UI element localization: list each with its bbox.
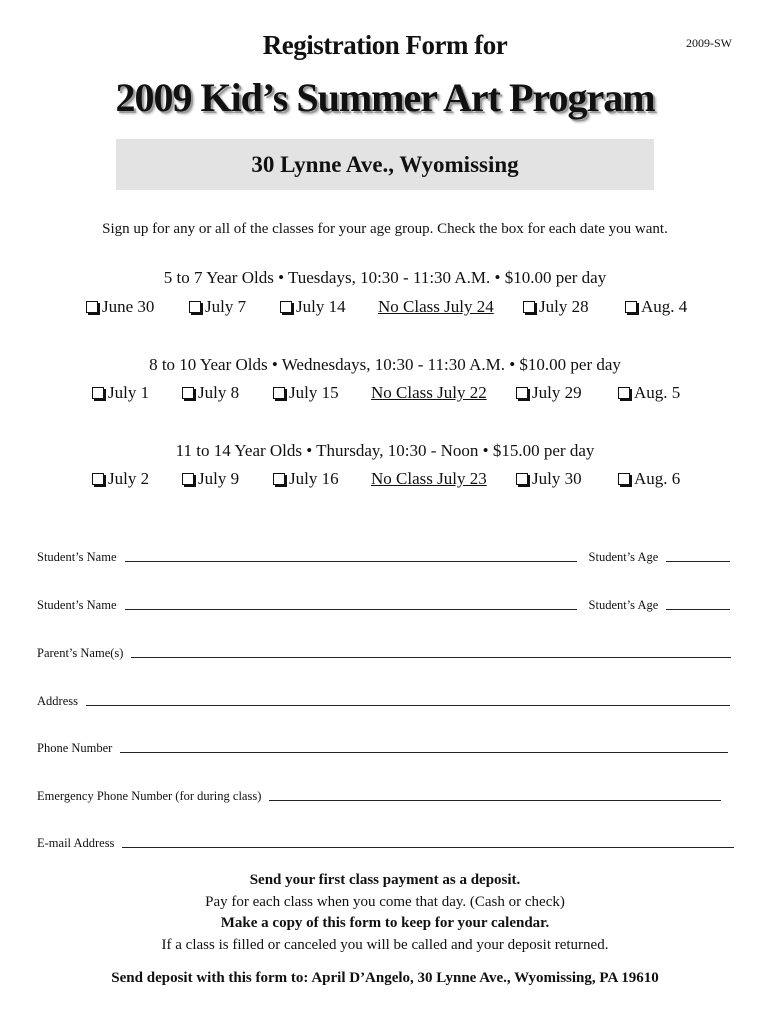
location-text: 30 Lynne Ave., Wyomissing: [251, 151, 519, 177]
date-label: July 16: [289, 469, 339, 488]
student-name-input[interactable]: [125, 609, 577, 610]
group-heading-5-7: 5 to 7 Year Olds • Tuesdays, 10:30 - 11:30 A.M. • $10.00 per day: [163, 268, 607, 287]
form-code: 2009-SW: [686, 36, 732, 50]
emergency-phone-input[interactable]: [269, 800, 721, 801]
no-class-note: No Class July 24: [378, 297, 494, 316]
checkbox-icon[interactable]: [618, 473, 630, 485]
student-age-label: Student’s Age: [588, 598, 659, 612]
date-checkbox[interactable]: [273, 383, 339, 403]
address-input[interactable]: [86, 705, 730, 706]
group-heading-11-14: 11 to 14 Year Olds • Thursday, 10:30 - Noon • $15.00 per day: [175, 441, 595, 460]
checkbox-icon[interactable]: [92, 387, 104, 399]
date-label: July 8: [198, 383, 240, 402]
date-checkbox[interactable]: [182, 469, 239, 489]
checkbox-icon[interactable]: [86, 301, 98, 313]
form-title: Registration Form for: [262, 30, 508, 60]
copy-note: Make a copy of this form to keep for your calendar.: [220, 915, 550, 931]
phone-row: [37, 741, 728, 756]
no-class-note: No Class July 22: [371, 383, 487, 402]
instructions: Sign up for any or all of the classes for your age group. Check the box for each date you want.: [102, 221, 668, 237]
checkbox-icon[interactable]: [280, 301, 292, 313]
date-checkbox[interactable]: [516, 469, 582, 489]
date-checkbox[interactable]: [618, 469, 680, 489]
email-label: E-mail Address: [37, 836, 115, 850]
location-banner: [116, 139, 654, 190]
address-row: [37, 694, 730, 709]
date-label: July 9: [198, 469, 240, 488]
date-label: June 30: [102, 297, 155, 316]
student-name-row-2: [37, 598, 733, 613]
date-label: July 7: [205, 297, 247, 316]
group-heading-8-10: 8 to 10 Year Olds • Wednesdays, 10:30 - 11:30 A.M. • $10.00 per day: [149, 355, 621, 374]
email-input[interactable]: [122, 847, 734, 848]
student-name-label: Student’s Name: [37, 598, 117, 612]
date-label: July 15: [289, 383, 339, 402]
date-checkbox[interactable]: [625, 297, 687, 317]
date-label: July 2: [108, 469, 150, 488]
student-age-input[interactable]: [666, 609, 730, 610]
emergency-phone-row: [37, 789, 721, 804]
phone-label: Phone Number: [37, 741, 113, 755]
no-class-note: No Class July 23: [371, 469, 487, 488]
emergency-phone-label: Emergency Phone Number (for during class): [37, 789, 262, 803]
deposit-note: Send your first class payment as a deposit.: [249, 872, 521, 888]
parent-name-label: Parent’s Name(s): [37, 646, 124, 660]
date-label: July 28: [539, 297, 589, 316]
date-checkbox[interactable]: [182, 383, 239, 403]
student-age-input[interactable]: [666, 561, 730, 562]
student-name-label: Student’s Name: [37, 550, 117, 564]
checkbox-icon[interactable]: [189, 301, 201, 313]
date-checkbox[interactable]: [516, 383, 582, 403]
date-checkbox[interactable]: [280, 297, 346, 317]
checkbox-icon[interactable]: [516, 387, 528, 399]
address-label: Address: [37, 694, 78, 708]
date-label: Aug. 5: [634, 383, 681, 402]
phone-input[interactable]: [120, 752, 728, 753]
student-age-label: Student’s Age: [588, 550, 659, 564]
date-label: Aug. 6: [634, 469, 681, 488]
checkbox-icon[interactable]: [523, 301, 535, 313]
checkbox-icon[interactable]: [625, 301, 637, 313]
student-name-row-1: [37, 550, 733, 565]
refund-note: If a class is filled or canceled you will be called and your deposit returned.: [161, 937, 609, 953]
checkbox-icon[interactable]: [273, 387, 285, 399]
date-checkbox[interactable]: [523, 297, 589, 317]
parent-name-input[interactable]: [131, 657, 731, 658]
mailing-address: Send deposit with this form to: April D’Angelo, 30 Lynne Ave., Wyomissing, PA 19610: [111, 970, 659, 986]
date-label: July 14: [296, 297, 346, 316]
checkbox-icon[interactable]: [516, 473, 528, 485]
date-checkbox[interactable]: [618, 383, 680, 403]
date-checkbox[interactable]: [189, 297, 246, 317]
date-checkbox[interactable]: [92, 383, 149, 403]
date-checkbox[interactable]: [273, 469, 339, 489]
checkbox-icon[interactable]: [618, 387, 630, 399]
checkbox-icon[interactable]: [182, 473, 194, 485]
date-label: July 29: [532, 383, 582, 402]
date-checkbox[interactable]: [86, 297, 154, 317]
student-name-input[interactable]: [125, 561, 577, 562]
date-label: Aug. 4: [641, 297, 688, 316]
date-checkbox[interactable]: [92, 469, 149, 489]
parent-name-row: [37, 646, 731, 661]
checkbox-icon[interactable]: [92, 473, 104, 485]
checkbox-icon[interactable]: [273, 473, 285, 485]
date-label: July 30: [532, 469, 582, 488]
email-row: [37, 836, 734, 851]
program-title: 2009 Kid’s Summer Art Program: [115, 75, 655, 120]
date-label: July 1: [108, 383, 150, 402]
payment-note: Pay for each class when you come that day. (Cash or check): [205, 894, 565, 910]
checkbox-icon[interactable]: [182, 387, 194, 399]
